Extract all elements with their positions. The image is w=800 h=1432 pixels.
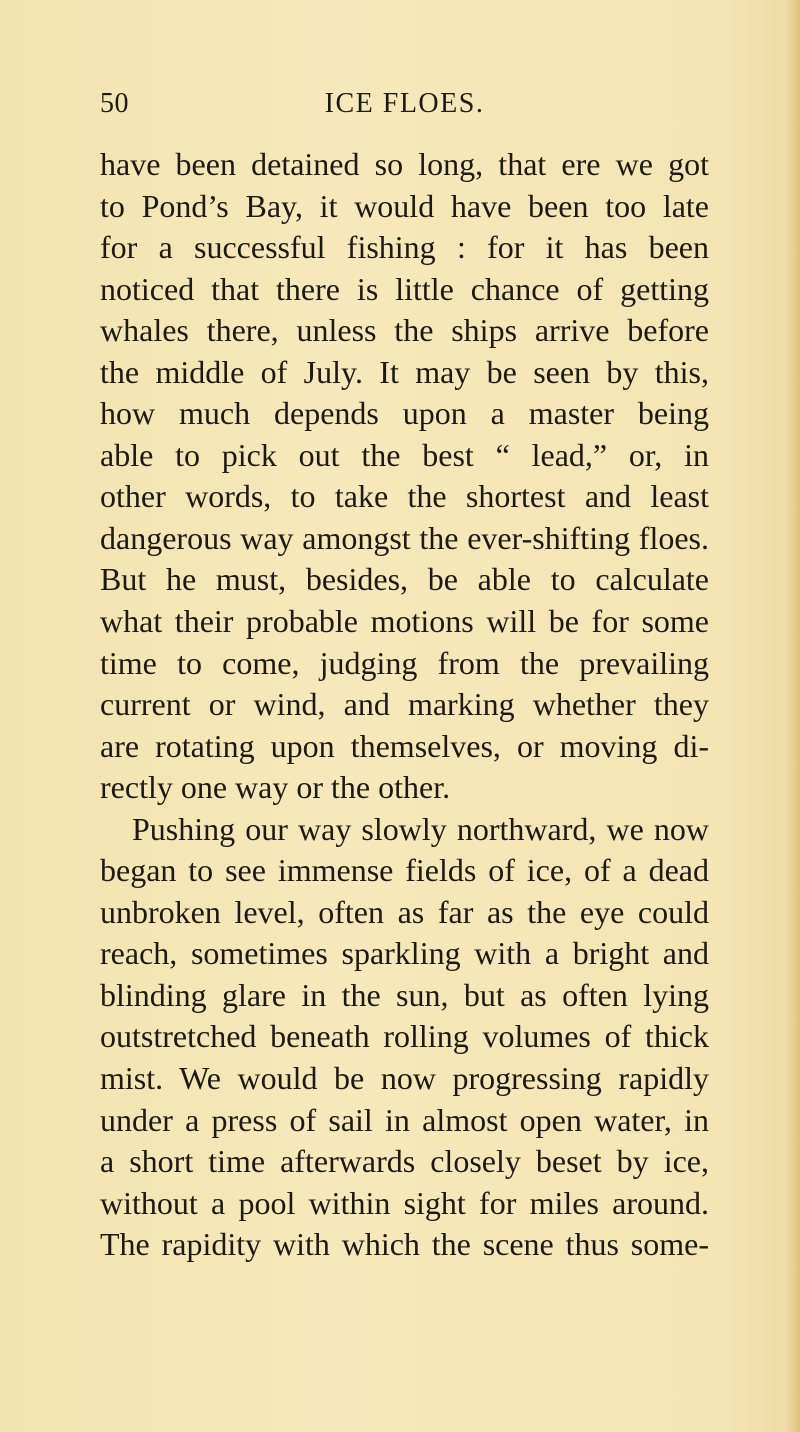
text-line: able to pick out the best “ lead,” or, in xyxy=(100,436,709,473)
text-line: to Pond’s Bay, it would have been too late xyxy=(100,187,709,224)
text-line: without a pool within sight for miles around. xyxy=(100,1184,709,1221)
text-line: what their probable motions will be for some xyxy=(100,603,709,640)
text-line: whales there, unless the ships arrive before xyxy=(100,312,709,349)
page-edge-stain xyxy=(786,0,800,1432)
page-header xyxy=(100,88,709,132)
text-line: dangerous way amongst the ever-shifting floes. xyxy=(100,519,709,556)
text-line: for a successful fishing : for it has been xyxy=(100,229,709,266)
text-line: other words, to take the shortest and least xyxy=(100,478,709,515)
text-line: how much depends upon a master being xyxy=(100,395,709,432)
text-line: blinding glare in the sun, but as often lying xyxy=(100,976,709,1013)
text-line: a short time afterwards closely beset by ice, xyxy=(100,1143,709,1180)
text-line: But he must, besides, be able to calculate xyxy=(100,561,709,598)
text-line: outstretched beneath rolling volumes of thick xyxy=(100,1018,709,1055)
text-line: began to see immense fields of ice, of a dead xyxy=(100,852,709,889)
running-head: ICE FLOES. xyxy=(324,88,485,119)
body-text xyxy=(100,144,709,1266)
paragraph-start-line: Pushing our way slowly northward, we now xyxy=(132,810,709,847)
text-line: The rapidity with which the scene thus some- xyxy=(100,1226,709,1263)
text-line: noticed that there is little chance of getting xyxy=(100,270,709,307)
text-line: mist. We would be now progressing rapidly xyxy=(100,1060,709,1097)
text-line: reach, sometimes sparkling with a bright and xyxy=(100,935,709,972)
paragraph-end-line: rectly one way or the other. xyxy=(100,769,451,806)
text-line: under a press of sail in almost open water, in xyxy=(100,1101,709,1138)
text-line: the middle of July. It may be seen by this, xyxy=(100,353,709,390)
text-line: current or wind, and marking whether they xyxy=(100,686,709,723)
page-number: 50 xyxy=(100,88,129,119)
text-line: have been detained so long, that ere we got xyxy=(100,146,709,182)
text-line: are rotating upon themselves, or moving di- xyxy=(100,727,709,764)
text-line: time to come, judging from the prevailing xyxy=(100,644,709,681)
text-line: unbroken level, often as far as the eye could xyxy=(100,893,709,930)
